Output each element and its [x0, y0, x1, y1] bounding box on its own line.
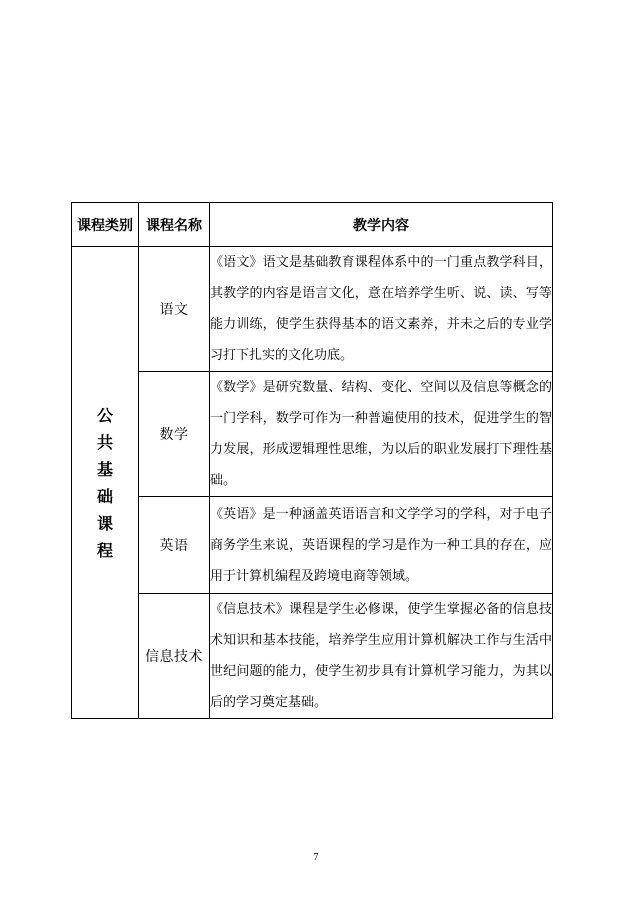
- category-char: 程: [96, 540, 113, 560]
- course-name-chinese: 语文: [139, 247, 210, 372]
- header-course-category: 课程类别: [72, 203, 139, 247]
- category-char: 共: [96, 432, 113, 452]
- course-name-math: 数学: [139, 372, 210, 497]
- course-name-english: 英语: [139, 497, 210, 594]
- page-number: 7: [313, 852, 319, 863]
- course-table: [71, 202, 553, 719]
- course-content-math: 《数学》是研究数量、结构、变化、空间以及信息等概念的一门学科，数学可作为一种普遍使用的技术，促进学生的智力发展，形成逻辑理性思维，为以后的职业发展打下理性基础。: [210, 372, 553, 497]
- category-char: 础: [96, 486, 113, 506]
- header-teaching-content: 教学内容: [210, 203, 553, 247]
- table-row: [72, 247, 553, 372]
- course-content-it: 《信息技术》课程是学生必修课，使学生掌握必备的信息技术知识和基本技能，培养学生应用计算机解决工作与生活中世纪问题的能力，使学生初步具有计算机学习能力，为其以后的学习奠定基础。: [210, 594, 553, 719]
- category-char: 基: [96, 459, 113, 479]
- course-content-english: 《英语》是一种涵盖英语语言和文学学习的学科，对于电子商务学生来说，英语课程的学习是作为一种工具的存在，应用于计算机编程及跨境电商等领域。: [210, 497, 553, 594]
- category-char: 课: [96, 513, 113, 533]
- course-name-it: 信息技术: [139, 594, 210, 719]
- table-row: [72, 497, 553, 594]
- table-row: [72, 594, 553, 719]
- table-header-row: [72, 203, 553, 247]
- header-course-name: 课程名称: [139, 203, 210, 247]
- table-row: [72, 372, 553, 497]
- category-char: 公: [96, 405, 113, 425]
- course-category-cell: [72, 247, 139, 719]
- course-content-chinese: 《语文》语文是基础教育课程体系中的一门重点教学科目，其教学的内容是语言文化，意在培养学生听、说、读、写等能力训练，使学生获得基本的语文素养，并未之后的专业学习打下扎实的文化功底。: [210, 247, 553, 372]
